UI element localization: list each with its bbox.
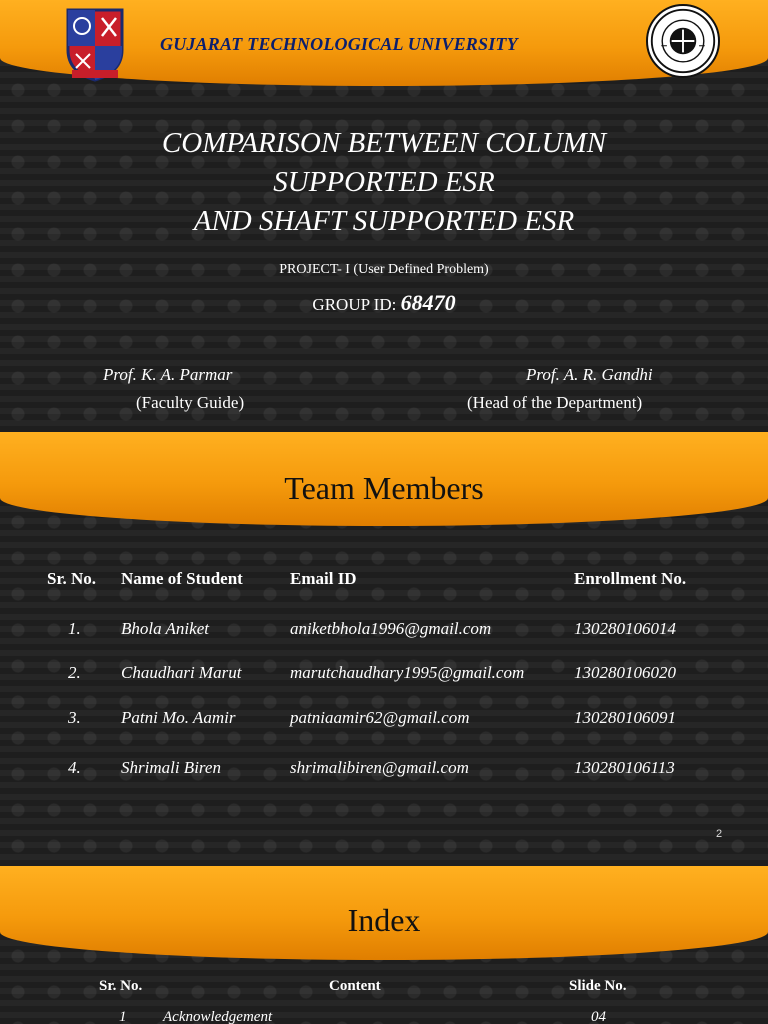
header-content: Content [329,978,381,994]
cell-student-name: Bhola Aniket [121,619,209,638]
university-name: GUJARAT TECHNOLOGICAL UNIVERSITY [160,34,518,54]
main-title-line-2: SUPPORTED ESR [273,166,495,198]
cell-sr-no: 1. [68,619,81,638]
faculty-guide-name: Prof. K. A. Parmar [103,365,233,384]
cell-enrollment: 130280106020 [574,663,676,682]
cell-sr-no: 4. [68,758,81,777]
cell-email: shrimalibiren@gmail.com [290,758,469,777]
main-title-line-3: AND SHAFT SUPPORTED ESR [193,205,575,237]
cell-sr-no: 1 [119,1009,127,1024]
ld-college-logo [646,4,720,78]
header-enrollment: Enrollment No. [574,569,687,588]
cell-sr-no: 2. [68,663,81,682]
title-slide [0,0,768,432]
hod-name: Prof. A. R. Gandhi [526,365,653,384]
page-number: 2 [716,828,723,840]
cell-enrollment: 130280106014 [574,619,676,638]
cell-slide-no: 04 [591,1009,606,1024]
group-id-label: GROUP ID: [312,295,401,314]
cell-email: patniaamir62@gmail.com [290,708,470,727]
header-sr-no: Sr. No. [47,569,96,588]
cell-sr-no: 3. [68,708,81,727]
group-id-line [0,290,768,316]
group-id-value: 68470 [400,290,456,315]
header-sr-no: Sr. No. [99,978,143,994]
cell-enrollment: 130280106091 [574,708,676,727]
gtu-logo [62,6,128,82]
header-email: Email ID [290,569,357,588]
header-slide-no: Slide No. [569,978,627,994]
cell-student-name: Chaudhari Marut [121,663,242,682]
section-title: Team Members [284,470,484,506]
section-title: Index [347,902,421,938]
cell-email: aniketbhola1996@gmail.com [290,619,492,638]
team-members-slide [0,432,768,866]
cell-student-name: Shrimali Biren [121,758,221,777]
hod-role: (Head of the Department) [467,393,643,412]
project-subtitle: PROJECT- I (User Defined Problem) [279,262,489,277]
cell-enrollment: 130280106113 [574,758,675,777]
faculty-guide-role: (Faculty Guide) [136,393,245,412]
index-slide [0,866,768,1024]
main-title-line-1: COMPARISON BETWEEN COLUMN [161,127,607,159]
cell-email: marutchaudhary1995@gmail.com [290,663,525,682]
header-student-name: Name of Student [121,569,243,588]
cell-content: Acknowledgement [163,1009,273,1024]
cell-student-name: Patni Mo. Aamir [121,708,236,727]
